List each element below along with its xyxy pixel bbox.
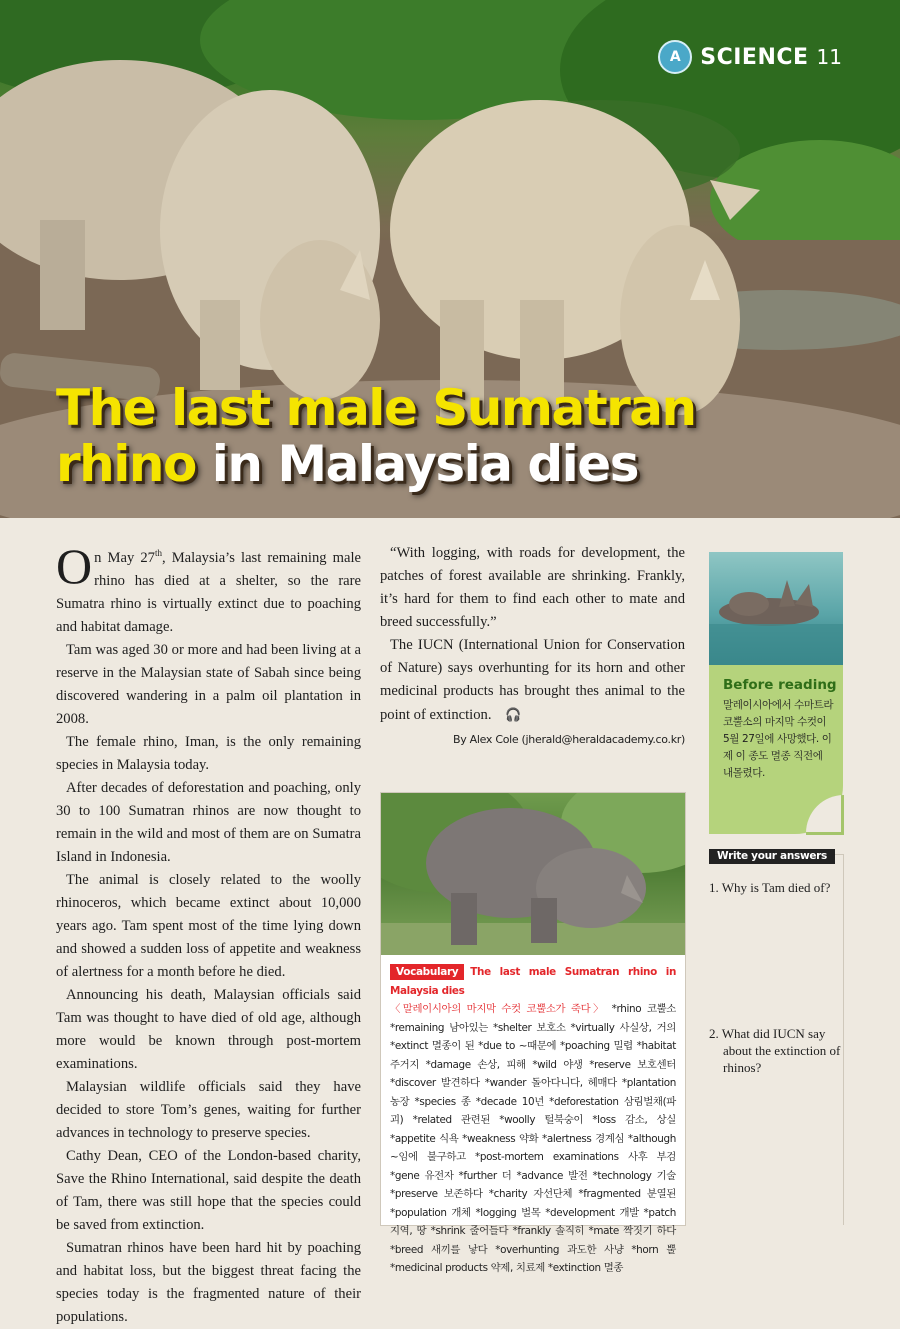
vocabulary-subtitle: 〈말레이시아의 마지막 수컷 코뿔소가 죽다〉 xyxy=(390,1003,606,1015)
article-paragraph: “With logging, with roads for development, the patches of forest available are shrinking. Frankly, it’s hard for them to find each other to mate and breed successfully.” xyxy=(380,545,685,630)
page-curl-decoration xyxy=(806,795,844,835)
page-number: 11 xyxy=(816,45,842,69)
vocabulary-text xyxy=(381,955,685,1278)
badge-letter: A xyxy=(669,49,681,65)
section-label: SCIENCE xyxy=(700,44,809,70)
before-reading-panel xyxy=(709,665,843,834)
sumatran-rhino-photo xyxy=(381,793,685,955)
swimming-rhino-photo xyxy=(709,552,843,665)
article-text: , Malaysia’s last remaining male rhino has died at a shelter, so the rare Sumatra rhino is virtually extinct due to poaching and habitat damage. xyxy=(56,549,361,635)
article-text: The IUCN (International Union for Conservation of Nature) says overhunting for its horn and other medicinal products has brought thes animal to the point of extinction. xyxy=(380,637,685,723)
headline xyxy=(56,380,696,492)
article-paragraph xyxy=(380,634,685,727)
article-text: n May 27 xyxy=(94,549,155,566)
article-paragraph: Announcing his death, Malaysian officials said Tam was thought to have died of old age, although more would be known through post-mortem examinations. xyxy=(56,986,361,1072)
article-paragraph: The female rhino, Iman, is the only remaining species in Malaysia today. xyxy=(56,733,361,773)
before-reading-box xyxy=(709,552,843,834)
byline: By Alex Cole (jherald@heraldacademy.co.kr) xyxy=(453,733,685,746)
article-column-1 xyxy=(56,538,361,1329)
headline-line2-yellow: rhino xyxy=(56,435,196,493)
before-reading-title: Before reading xyxy=(723,677,837,693)
headline-line2-white: in Malaysia dies xyxy=(195,435,638,493)
vocabulary-body: *rhino 코뿔소 *remaining 남아있는 *shelter 보호소 *virtually 사실상, 거의 *extinct 멸종이 된 *due to ~때문에 *poaching 밀렵 *habitat 주거지 *damage 손상, 피해 *wild 야생 *reserve 보호센터 *discover 발견하다 *wander 돌아다니다, 헤매다 *plantation 농장 *species 종 *decade 10년 *deforestation 삼림벌채(파괴) *related 관련된 *woolly 털북숭이 *loss 감소, 상실 *appetite 식욕 *weakness 약화 *alertness 경계심 *although ~임에 불구하고 *post-mortem examinations 사후 부검 *gene 유전자 *further 더 *advance 발전 *technology 기술 *preserve 보존하다 *charity 자선단체 *fragmented 분열된 *population 개체 *logging 벌목 *development 개발 *patch 지역, 땅 *shrink 줄어들다 *frankly 솔직히 *mate 짝짓기 하다 *breed 새끼를 낳다 *overhunting 과도한 사냥 *horn 뿔 *medicinal products 약제, 치료제 *extinction 멸종 xyxy=(390,1003,676,1274)
article-column-2 xyxy=(380,542,685,746)
swimming-rhino-illustration xyxy=(709,552,843,665)
article-paragraph xyxy=(56,538,361,639)
section-header xyxy=(658,40,842,74)
article-paragraph: Malaysian wildlife officials said they have decided to store Tom’s genes, waiting for further advances in technology to preserve species. xyxy=(56,1078,361,1141)
headline-line1: The last male Sumatran xyxy=(56,379,696,437)
answers-box xyxy=(709,850,844,1225)
before-reading-text: 말레이시아에서 수마트라 코뿔소의 마지막 수컷이 5월 27일에 사망했다. 이제 이 종도 멸종 직전에 내몰렸다. xyxy=(723,699,834,779)
rhino-illustration xyxy=(381,793,685,955)
article-paragraph: Cathy Dean, CEO of the London-based charity, Save the Rhino International, said despite the death of Tam, there was still hope that the species could be saved from extinction. xyxy=(56,1147,361,1233)
article-paragraph: The animal is closely related to the woolly rhinoceros, which became extinct about 10,000 years ago. Tam spent most of the time lying down and showed a sudden loss of appetite and weakness of alertness for a month before he died. xyxy=(56,871,361,980)
article-paragraph: Tam was aged 30 or more and had been living at a reserve in the Malaysian state of Sabah since being discovered wandering in a palm oil plantation in 2008. xyxy=(56,641,361,727)
headphones-icon[interactable]: 🎧 xyxy=(505,707,522,722)
article-paragraph: Sumatran rhinos have been hard hit by poaching and habitat loss, but the biggest threat facing the species today is the fragmented nature of their populations. xyxy=(56,1239,361,1325)
vocabulary-tag: Vocabulary xyxy=(390,964,464,980)
article-sup: th xyxy=(154,548,162,558)
vocabulary-box xyxy=(380,792,686,1274)
drop-cap: O xyxy=(56,538,93,594)
advanced-badge-icon xyxy=(658,40,692,74)
answers-tag: Write your answers xyxy=(709,849,835,864)
question-1: 1. Why is Tam died of? xyxy=(709,880,831,895)
hero-photo xyxy=(0,0,900,518)
question-2: 2. What did IUCN say about the extinction of rhinos? xyxy=(709,1026,841,1075)
vocabulary-title: The last male Sumatran rhino in Malaysia dies xyxy=(390,966,676,997)
article-paragraph: After decades of deforestation and poaching, only 30 to 100 Sumatran rhinos are now thought to remain in the wild and most of them are on Sumatra Island in Indonesia. xyxy=(56,779,361,865)
